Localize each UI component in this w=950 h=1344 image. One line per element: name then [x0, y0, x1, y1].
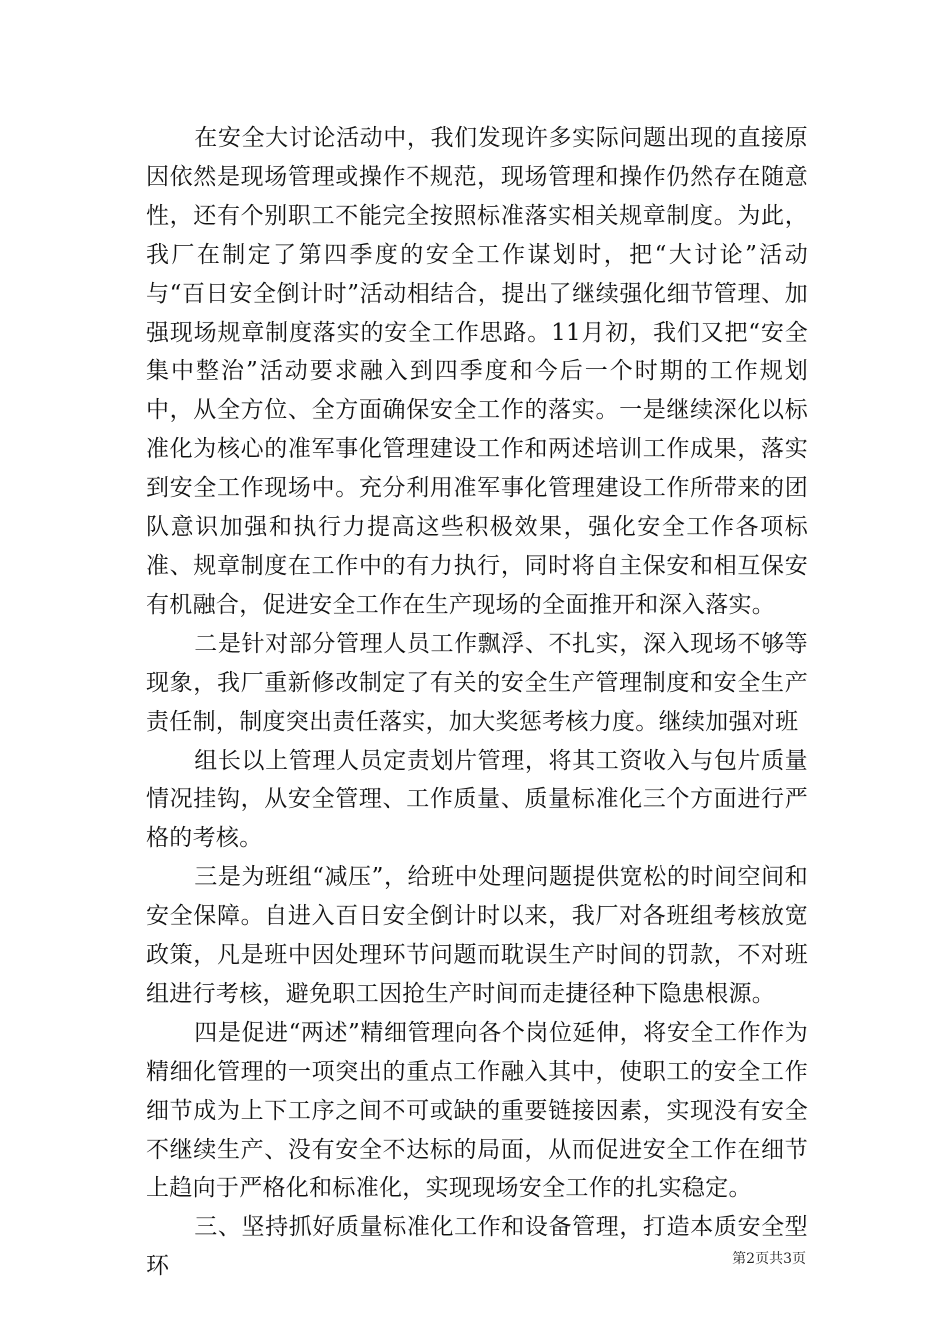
page-number-footer — [732, 1250, 806, 1268]
paragraph-1: 在安全大讨论活动中，我们发现许多实际问题出现的直接原因依然是现场管理或操作不规范，现场管理和操作仍然存在随意性，还有个别职工不能完全按照标准落实相关规章制度。为此，我厂在制定了第四季度的安全工作谋划时，把“大讨论”活动与“百日安全倒计时”活动相结合，提出了继续强化细节管理、加强现场规章制度落实的安全工作思路。11月初，我们又把“安全集中整治”活动要求融入到四季度和今后一个时期的工作规划中，从全方位、全方面确保安全工作的落实。一是继续深化以标准化为核心的准军事化管理建设工作和两述培训工作成果，落实到安全工作现场中。充分利用准军事化管理建设工作所带来的团队意识加强和执行力提高这些积极效果，强化安全工作各项标准、规章制度在工作中的有力执行，同时将自主保安和相互保安有机融合，促进安全工作在生产现场的全面推开和深入落实。 — [146, 125, 808, 618]
paragraph-6: 三、坚持抓好质量标准化工作和设备管理，打造本质安全型环 — [146, 1214, 808, 1280]
paragraph-5: 四是促进“两述”精细管理向各个岗位延伸，将安全工作作为精细化管理的一项突出的重点工作融入其中，使职工的安全工作细节成为上下工序之间不可或缺的重要链接因素，实现没有安全不继续生产、没有安全不达标的局面，从而促进安全工作在细节上趋向于严格化和标准化，实现现场安全工作的扎实稳定。 — [146, 1019, 808, 1202]
paragraph-2: 二是针对部分管理人员工作飘浮、不扎实，深入现场不够等现象，我厂重新修改制定了有关的安全生产管理制度和安全生产责任制，制度突出责任落实，加大奖惩考核力度。继续加强对班 — [146, 630, 808, 735]
page-number-label: 第2页共3页 — [732, 1251, 806, 1267]
paragraph-3: 组长以上管理人员定责划片管理，将其工资收入与包片质量情况挂钩，从安全管理、工作质量、质量标准化三个方面进行严格的考核。 — [146, 747, 808, 852]
document-body — [146, 119, 808, 1286]
paragraph-4: 三是为班组“减压”，给班中处理问题提供宽松的时间空间和安全保障。自进入百日安全倒计时以来，我厂对各班组考核放宽政策，凡是班中因处理环节问题而耽误生产时间的罚款，不对班组进行考核，避免职工因抢生产时间而走捷径种下隐患根源。 — [146, 864, 808, 1007]
